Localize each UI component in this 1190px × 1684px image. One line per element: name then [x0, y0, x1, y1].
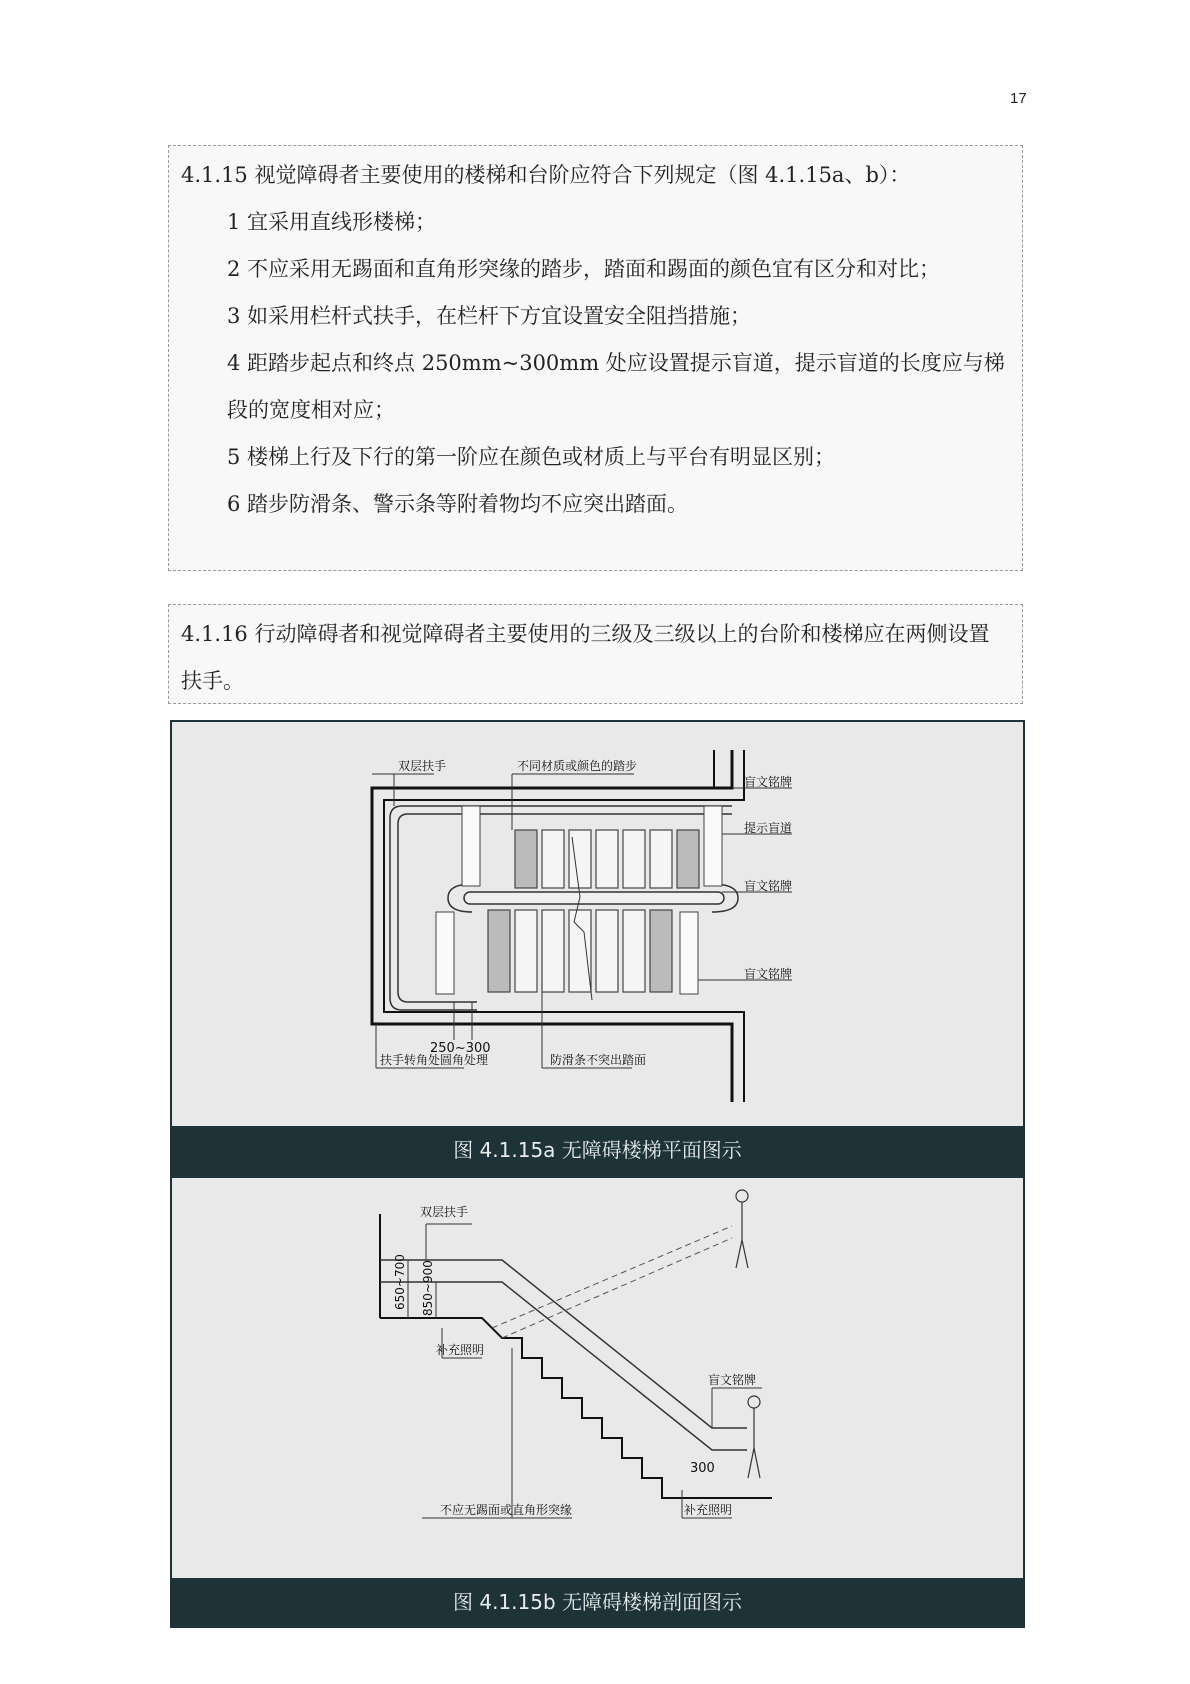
label-no-open-riser: 不应无踢面或直角形突缘 — [440, 1503, 573, 1517]
clause-item: 3 如采用栏杆式扶手，在栏杆下方宜设置安全阻挡措施； — [227, 304, 752, 328]
person-figure — [736, 1190, 760, 1478]
figure-caption: 图 4.1.15a 无障碍楼梯平面图示 — [172, 1126, 1023, 1174]
clause-item: 2 不应采用无踢面和直角形突缘的踏步，踏面和踢面的颜色宜有区分和对比； — [227, 257, 941, 281]
label-dimension: 250~300 — [430, 1041, 491, 1056]
label-round-corner: 扶手转角处圆角处理 — [380, 1053, 489, 1067]
label-braille-plate: 盲文铭牌 — [708, 1373, 757, 1387]
lower-stair-profile — [380, 1318, 712, 1498]
label-double-handrail: 双层扶手 — [398, 759, 447, 773]
label-warning-tactile: 提示盲道 — [744, 821, 793, 835]
label-anti-slip: 防滑条不突出踏面 — [550, 1053, 647, 1067]
clause-4-1-15 — [168, 145, 1023, 571]
label-braille-plate: 盲文铭牌 — [744, 967, 793, 981]
label-braille-plate: 盲文铭牌 — [744, 879, 793, 893]
clause-4-1-16 — [168, 604, 1023, 704]
clause-item: 1 宜采用直线形楼梯； — [227, 210, 437, 234]
clause-item: 5 楼梯上行及下行的第一阶应在颜色或材质上与平台有明显区别； — [227, 445, 836, 469]
clause-item: 4 距踏步起点和终点 250mm~300mm 处应设置提示盲道，提示盲道的长度应与梯段的宽度相对应； — [227, 351, 1005, 422]
label-different-step: 不同材质或颜色的踏步 — [517, 759, 638, 773]
stair-section-figure — [170, 1176, 1025, 1628]
stair-plan-drawing — [172, 722, 1023, 1126]
figure-caption: 图 4.1.15b 无障碍楼梯剖面图示 — [172, 1578, 1023, 1626]
label-extra-light: 补充照明 — [436, 1343, 485, 1357]
clause-item: 6 踏步防滑条、警示条等附着物均不应突出踏面。 — [227, 492, 689, 516]
upper-flight — [515, 830, 699, 888]
clause-text: 4.1.16 行动障碍者和视觉障碍者主要使用的三级及三级以上的台阶和楼梯应在两侧设置扶手。 — [181, 622, 990, 693]
label-extra-light: 补充照明 — [684, 1503, 733, 1517]
handrail-lower — [380, 1282, 747, 1450]
clause-heading: 4.1.15 视觉障碍者主要使用的楼梯和台阶应符合下列规定（图 4.1.15a、b）： — [181, 163, 911, 187]
label-double-handrail: 双层扶手 — [420, 1205, 469, 1219]
label-dimension-300: 300 — [690, 1461, 715, 1476]
lower-flight — [488, 910, 672, 992]
center-handrail — [464, 892, 724, 904]
stair-section-drawing — [172, 1178, 1023, 1578]
page-number: 17 — [1010, 90, 1027, 107]
label-braille-plate: 盲文铭牌 — [744, 775, 793, 789]
stair-plan-figure — [170, 720, 1025, 1176]
label-height-low: 650~700 — [393, 1254, 407, 1310]
label-height-high: 850~900 — [421, 1260, 435, 1316]
